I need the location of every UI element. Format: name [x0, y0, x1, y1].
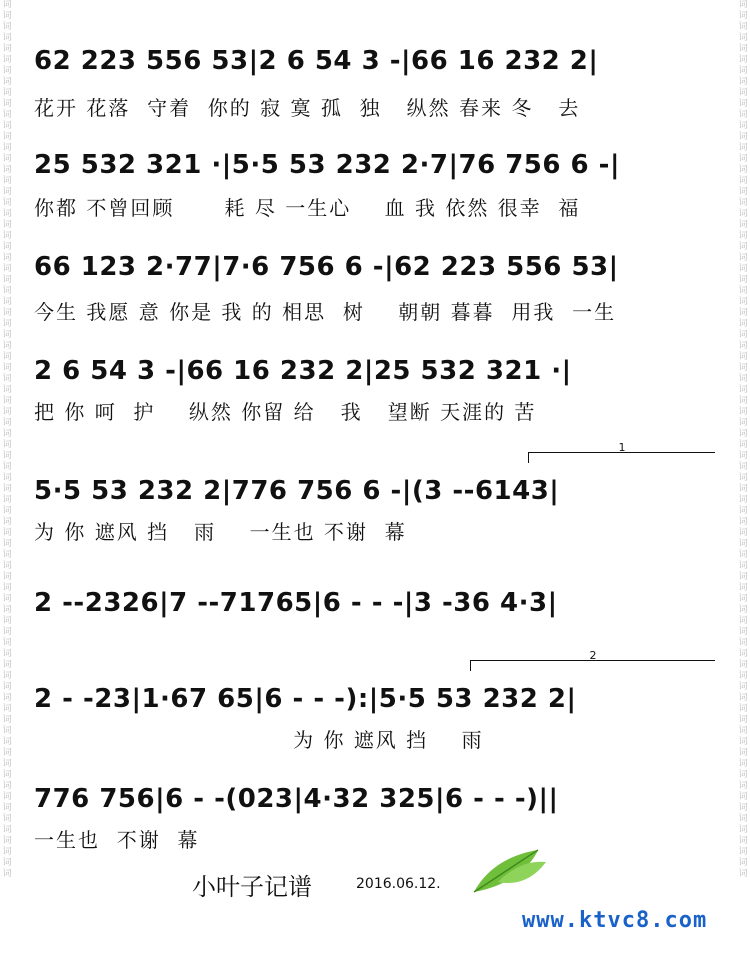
watermark-glyph: 词: [738, 550, 748, 560]
watermark-glyph: 词: [2, 451, 12, 461]
watermark-glyph: 词: [2, 209, 12, 219]
watermark-glyph: 词: [738, 242, 748, 252]
watermark-glyph: 词: [2, 858, 12, 868]
lyrics-line-3: 今生 我愿 意 你是 我 的 相思 树 朝朝 暮暮 用我 一生: [34, 300, 617, 324]
watermark-glyph: 词: [738, 220, 748, 230]
watermark-glyph: 词: [2, 55, 12, 65]
watermark-glyph: 词: [738, 748, 748, 758]
watermark-glyph: 词: [2, 748, 12, 758]
watermark-glyph: 词: [738, 385, 748, 395]
watermark-glyph: 词: [2, 440, 12, 450]
second-ending-number: 2: [589, 649, 597, 662]
watermark-glyph: 词: [2, 847, 12, 857]
left-watermark-strip: [0, 0, 14, 963]
watermark-glyph: 词: [738, 506, 748, 516]
watermark-glyph: 词: [2, 143, 12, 153]
notes-line-1: 62 223 556 53|2 6 54 3 -|66 16 232 2|: [34, 46, 599, 76]
watermark-glyph: 词: [738, 374, 748, 384]
watermark-glyph: 词: [738, 440, 748, 450]
watermark-glyph: 词: [2, 0, 12, 10]
watermark-glyph: 词: [2, 165, 12, 175]
notes-line-8: 776 756|6 - -(023|4·32 325|6 - - -)||: [34, 784, 559, 814]
watermark-glyph: 词: [2, 627, 12, 637]
watermark-glyph: 词: [2, 253, 12, 263]
watermark-glyph: 词: [738, 451, 748, 461]
watermark-glyph: 词: [2, 33, 12, 43]
watermark-glyph: 词: [738, 308, 748, 318]
notes-line-5: 5·5 53 232 2|776 756 6 -|(3 --6143|: [34, 476, 560, 506]
watermark-glyph: 词: [2, 110, 12, 120]
watermark-glyph: 词: [738, 110, 748, 120]
watermark-glyph: 词: [738, 528, 748, 538]
watermark-glyph: 词: [738, 682, 748, 692]
watermark-glyph: 词: [2, 418, 12, 428]
watermark-glyph: 词: [738, 99, 748, 109]
watermark-glyph: 词: [2, 792, 12, 802]
watermark-glyph: 词: [2, 616, 12, 626]
watermark-glyph: 词: [738, 209, 748, 219]
watermark-glyph: 词: [738, 605, 748, 615]
lyrics-line-4: 把 你 呵 护 纵然 你留 给 我 望断 天涯的 苦: [34, 400, 537, 424]
watermark-glyph: 词: [2, 737, 12, 747]
watermark-glyph: 词: [738, 484, 748, 494]
watermark-glyph: 词: [738, 352, 748, 362]
lyrics-line-5: 为 你 遮风 挡 雨 一生也 不谢 幕: [34, 520, 407, 544]
watermark-glyph: 词: [2, 473, 12, 483]
watermark-glyph: 词: [738, 275, 748, 285]
watermark-glyph: 词: [2, 154, 12, 164]
watermark-glyph: 词: [738, 792, 748, 802]
watermark-glyph: 词: [2, 231, 12, 241]
watermark-glyph: 词: [2, 264, 12, 274]
transcriber-signature: 小叶子记谱: [192, 873, 312, 901]
watermark-glyph: 词: [2, 605, 12, 615]
watermark-glyph: 词: [2, 407, 12, 417]
watermark-glyph: 词: [738, 77, 748, 87]
watermark-glyph: 词: [2, 825, 12, 835]
watermark-glyph: 词: [2, 517, 12, 527]
watermark-glyph: 词: [2, 22, 12, 32]
watermark-glyph: 词: [738, 583, 748, 593]
watermark-glyph: 词: [738, 121, 748, 131]
watermark-glyph: 词: [738, 132, 748, 142]
watermark-glyph: 词: [2, 638, 12, 648]
watermark-glyph: 词: [738, 869, 748, 879]
watermark-glyph: 词: [738, 55, 748, 65]
watermark-glyph: 词: [738, 66, 748, 76]
watermark-glyph: 词: [738, 341, 748, 351]
watermark-glyph: 词: [738, 715, 748, 725]
watermark-glyph: 词: [2, 528, 12, 538]
watermark-glyph: 词: [2, 77, 12, 87]
watermark-glyph: 词: [2, 781, 12, 791]
leaf-icon: [468, 846, 548, 896]
watermark-glyph: 词: [2, 539, 12, 549]
watermark-glyph: 词: [738, 660, 748, 670]
watermark-glyph: 词: [2, 660, 12, 670]
watermark-glyph: 词: [738, 616, 748, 626]
watermark-glyph: 词: [2, 671, 12, 681]
watermark-glyph: 词: [738, 297, 748, 307]
watermark-glyph: 词: [738, 286, 748, 296]
watermark-glyph: 词: [738, 803, 748, 813]
first-ending-bracket: [528, 441, 715, 463]
watermark-glyph: 词: [738, 429, 748, 439]
watermark-glyph: 词: [738, 319, 748, 329]
watermark-glyph: 词: [738, 594, 748, 604]
watermark-glyph: 词: [2, 220, 12, 230]
watermark-glyph: 词: [2, 363, 12, 373]
watermark-glyph: 词: [2, 770, 12, 780]
watermark-glyph: 词: [738, 253, 748, 263]
watermark-glyph: 词: [2, 341, 12, 351]
watermark-glyph: 词: [2, 803, 12, 813]
watermark-glyph: 词: [738, 836, 748, 846]
watermark-glyph: 词: [2, 836, 12, 846]
watermark-glyph: 词: [738, 154, 748, 164]
second-ending-bracket: [470, 649, 715, 671]
watermark-glyph: 词: [738, 264, 748, 274]
watermark-glyph: 词: [2, 385, 12, 395]
watermark-glyph: 词: [738, 473, 748, 483]
notes-line-4: 2 6 54 3 -|66 16 232 2|25 532 321 ·|: [34, 356, 572, 386]
watermark-glyph: 词: [738, 495, 748, 505]
watermark-glyph: 词: [2, 319, 12, 329]
watermark-glyph: 词: [738, 517, 748, 527]
watermark-glyph: 词: [738, 770, 748, 780]
watermark-glyph: 词: [2, 297, 12, 307]
lyrics-line-1: 花开 花落 守着 你的 寂 寞 孤 独 纵然 春来 冬 去: [34, 96, 581, 120]
transcription-date: 2016.06.12.: [356, 876, 441, 892]
watermark-glyph: 词: [738, 671, 748, 681]
watermark-glyph: 词: [2, 462, 12, 472]
notes-line-3: 66 123 2·77|7·6 756 6 -|62 223 556 53|: [34, 252, 619, 282]
watermark-glyph: 词: [2, 429, 12, 439]
watermark-glyph: 词: [738, 44, 748, 54]
first-ending-number: 1: [618, 441, 626, 454]
watermark-glyph: 词: [2, 396, 12, 406]
watermark-glyph: 词: [2, 583, 12, 593]
website-url: www.ktvc8.com: [522, 908, 708, 933]
watermark-glyph: 词: [738, 33, 748, 43]
watermark-glyph: 词: [738, 0, 748, 10]
watermark-glyph: 词: [738, 704, 748, 714]
notes-line-6: 2 --2326|7 --71765|6 - - -|3 -36 4·3|: [34, 588, 558, 618]
watermark-glyph: 词: [738, 781, 748, 791]
watermark-glyph: 词: [738, 638, 748, 648]
watermark-glyph: 词: [738, 88, 748, 98]
watermark-glyph: 词: [2, 704, 12, 714]
watermark-glyph: 词: [738, 693, 748, 703]
watermark-glyph: 词: [738, 198, 748, 208]
watermark-glyph: 词: [738, 737, 748, 747]
watermark-glyph: 词: [738, 396, 748, 406]
watermark-glyph: 词: [738, 407, 748, 417]
watermark-glyph: 词: [738, 418, 748, 428]
watermark-glyph: 词: [2, 132, 12, 142]
watermark-glyph: 词: [738, 649, 748, 659]
watermark-glyph: 词: [2, 121, 12, 131]
watermark-glyph: 词: [738, 462, 748, 472]
watermark-glyph: 词: [2, 187, 12, 197]
watermark-glyph: 词: [738, 231, 748, 241]
watermark-glyph: 词: [2, 176, 12, 186]
watermark-glyph: 词: [2, 715, 12, 725]
watermark-glyph: 词: [2, 506, 12, 516]
watermark-glyph: 词: [2, 352, 12, 362]
watermark-glyph: 词: [738, 187, 748, 197]
watermark-glyph: 词: [2, 550, 12, 560]
watermark-glyph: 词: [2, 495, 12, 505]
watermark-glyph: 词: [738, 11, 748, 21]
notes-line-7: 2 - -23|1·67 65|6 - - -):|5·5 53 232 2|: [34, 684, 577, 714]
watermark-glyph: 词: [738, 330, 748, 340]
watermark-glyph: 词: [738, 572, 748, 582]
watermark-glyph: 词: [738, 363, 748, 373]
watermark-glyph: 词: [2, 869, 12, 879]
watermark-glyph: 词: [2, 649, 12, 659]
watermark-glyph: 词: [738, 726, 748, 736]
watermark-glyph: 词: [2, 693, 12, 703]
watermark-glyph: 词: [738, 847, 748, 857]
lyrics-line-8: 一生也 不谢 幕: [34, 828, 200, 852]
watermark-glyph: 词: [2, 814, 12, 824]
watermark-glyph: 词: [2, 561, 12, 571]
notes-line-2: 25 532 321 ·|5·5 53 232 2·7|76 756 6 -|: [34, 150, 620, 180]
watermark-glyph: 词: [2, 66, 12, 76]
lyrics-line-7: 为 你 遮风 挡 雨: [34, 728, 484, 752]
watermark-glyph: 词: [738, 143, 748, 153]
watermark-glyph: 词: [2, 198, 12, 208]
watermark-glyph: 词: [2, 572, 12, 582]
watermark-glyph: 词: [2, 88, 12, 98]
watermark-glyph: 词: [738, 759, 748, 769]
watermark-glyph: 词: [2, 44, 12, 54]
watermark-glyph: 词: [738, 814, 748, 824]
watermark-glyph: 词: [2, 682, 12, 692]
watermark-glyph: 词: [738, 627, 748, 637]
watermark-glyph: 词: [738, 858, 748, 868]
lyrics-line-2: 你都 不曾回顾 耗 尽 一生心 血 我 依然 很幸 福: [34, 196, 581, 220]
right-watermark-strip: [736, 0, 750, 963]
watermark-glyph: 词: [2, 286, 12, 296]
watermark-glyph: 词: [738, 561, 748, 571]
watermark-glyph: 词: [738, 176, 748, 186]
watermark-glyph: 词: [2, 759, 12, 769]
watermark-glyph: 词: [738, 539, 748, 549]
watermark-glyph: 词: [2, 275, 12, 285]
watermark-glyph: 词: [2, 242, 12, 252]
watermark-glyph: 词: [2, 594, 12, 604]
watermark-glyph: 词: [2, 374, 12, 384]
watermark-glyph: 词: [2, 11, 12, 21]
watermark-glyph: 词: [738, 22, 748, 32]
watermark-glyph: 词: [2, 726, 12, 736]
watermark-glyph: 词: [2, 330, 12, 340]
watermark-glyph: 词: [2, 99, 12, 109]
watermark-glyph: 词: [2, 308, 12, 318]
watermark-glyph: 词: [2, 484, 12, 494]
watermark-glyph: 词: [738, 825, 748, 835]
watermark-glyph: 词: [738, 165, 748, 175]
